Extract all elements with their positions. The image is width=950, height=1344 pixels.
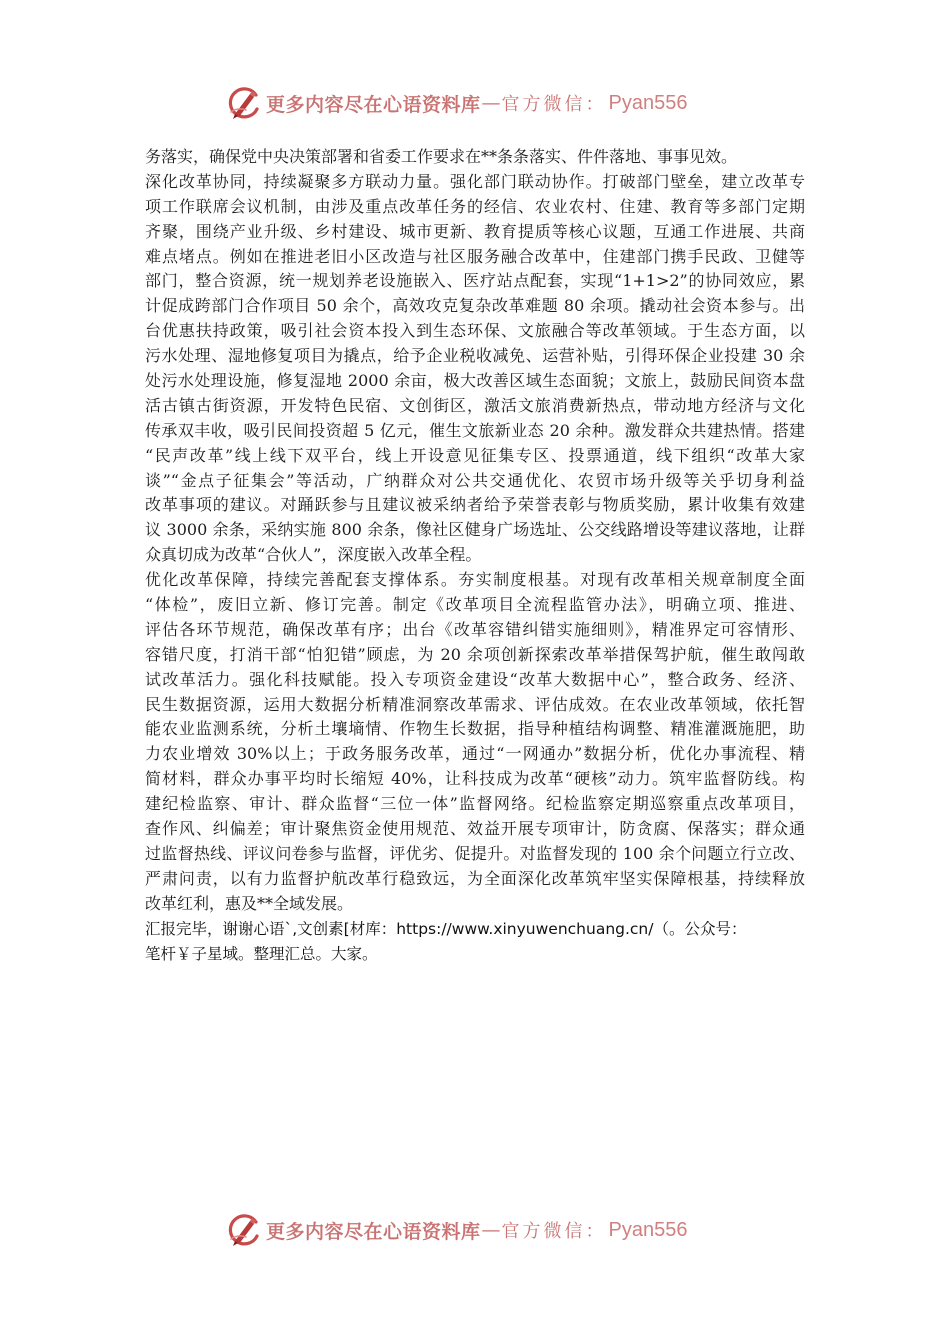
text-line: 试改革活力。强化科技赋能。投入专项资金建设“改革大数据中心”，整合政务、经济、 (145, 669, 805, 689)
footer-brand-text: 更多内容尽在心语资料库 (266, 1220, 481, 1243)
footer-wechat-label: 官方微信： (501, 1221, 607, 1242)
text-line: 活古镇古街资源，开发特色民宿、文创街区，激活文旅消费新热点，带动地方经济与文化 (145, 395, 805, 415)
text-line: 评估各环节规范，确保改革有序；出台《改革容错纠错实施细则》，精准界定可容情形、 (145, 619, 805, 639)
header-wechat-label: 官方微信： (501, 94, 607, 115)
closing-line: 汇报完毕，谢谢心语`,文创素[材库：https://www.xinyuwenchuang.cn/（。公众号： (145, 919, 747, 938)
text-line: 项工作联席会议机制，由涉及重点改革任务的经信、农业农村、住建、教育等多部门定期 (145, 196, 805, 216)
text-line: “体检”，废旧立新、修订完善。制定《改革项目全流程监管办法》，明确立项、推进、 (145, 595, 805, 615)
text-line: 污水处理、湿地修复项目为撬点，给予企业税收减免、运营补贴，引得环保企业投建 30 余 (145, 346, 805, 366)
text-line: 力农业增效 30%以上；于政务服务改革，通过“一网通办”数据分析，优化办事流程、精 (145, 744, 805, 764)
closing-line: 笔杆￥子星域。整理汇总。大家。 (145, 944, 378, 963)
text-line: 查作风、纠偏差；审计聚焦资金使用规范、效益开展专项审计，防贪腐、保落实；群众通 (145, 819, 805, 839)
header-dash: — (481, 92, 501, 114)
text-line: 处污水处理设施，修复湿地 2000 余亩，极大改善区域生态面貌；文旅上，鼓励民间资本盘 (145, 371, 805, 391)
text-line: 齐聚，围绕产业升级、乡村建设、城市更新、教育提质等核心议题，互通工作进展、共商 (145, 221, 805, 241)
text-line: 难点堵点。例如在推进老旧小区改造与社区服务融合改革中，住建部门携手民政、卫健等 (145, 246, 805, 266)
text-line: “民声改革”线上线下双平台，线上开设意见征集专区、投票通道，线下组织“改革大家 (145, 445, 805, 465)
text-line: 台优惠扶持政策，吸引社会资本投入到生态环保、文旅融合等改革领域。于生态方面，以 (145, 321, 805, 341)
text-line: 过监督热线、评议问卷参与监督，评优劣、促提升。对监督发现的 100 余个问题立行立改、 (145, 843, 805, 863)
text-line: 改革事项的建议。对踊跃参与且建议被采纳者给予荣誉表彰与物质奖励，累计收集有效建 (145, 495, 805, 515)
header-wechat-id: Pyan556 (608, 91, 688, 114)
text-line: 深化改革协同，持续凝聚多方联动力量。强化部门联动协作。打破部门壁垒，建立改革专 (145, 171, 805, 191)
logo-pen-icon (226, 1212, 262, 1248)
text-line: 严肃问责，以有力监督护航改革行稳致远，为全面深化改革筑牢坚实保障根基，持续释放 (145, 868, 805, 888)
text-line: 计促成跨部门合作项目 50 余个，高效攻克复杂改革难题 80 余项。撬动社会资本参与。出 (145, 296, 805, 316)
footer-dash: — (481, 1219, 501, 1241)
text-line: 优化改革保障，持续完善配套支撑体系。夯实制度根基。对现有改革相关规章制度全面 (145, 570, 805, 590)
text-line: 议 3000 余条，采纳实施 800 余条，像社区健身广场选址、公交线路增设等建议落地，让群 (145, 520, 805, 540)
document-body (145, 145, 805, 966)
text-line: 建纪检监察、审计、群众监督“三位一体”监督网络。纪检监察定期巡察重点改革项目， (145, 794, 805, 814)
text-line: 传承双丰收，吸引民间投资超 5 亿元，催生文旅新业态 20 余种。激发群众共建热情。搭建 (145, 420, 805, 440)
text-line: 简材料，群众办事平均时长缩短 40%，让科技成为改革“硬核”动力。筑牢监督防线。构 (145, 769, 805, 789)
header-banner (226, 84, 726, 122)
text-line: 众真切成为改革“合伙人”，深度嵌入改革全程。 (145, 545, 482, 565)
text-line: 民生数据资源，运用大数据分析精准洞察改革需求、评估成效。在农业改革领域，依托智 (145, 694, 805, 714)
text-line: 务落实，确保党中央决策部署和省委工作要求在**条条落实、件件落地、事事见效。 (145, 147, 738, 166)
logo-pen-icon (226, 85, 262, 121)
text-line: 容错尺度，打消干部“怕犯错”顾虑，为 20 余项创新探索改革举措保驾护航，催生敢闯敢 (145, 644, 805, 664)
text-line: 谈”“金点子征集会”等活动，广纳群众对公共交通优化、农贸市场升级等关乎切身利益 (145, 470, 805, 490)
text-line: 能农业监测系统，分析土壤墒情、作物生长数据，指导种植结构调整、精准灌溉施肥，助 (145, 719, 805, 739)
text-line: 改革红利，惠及**全域发展。 (145, 893, 354, 913)
footer-banner (226, 1211, 726, 1249)
header-brand-text: 更多内容尽在心语资料库 (266, 93, 481, 116)
footer-wechat-id: Pyan556 (608, 1218, 688, 1241)
text-line: 部门，整合资源，统一规划养老设施嵌入、医疗站点配套，实现“1+1>2”的协同效应，累 (145, 271, 805, 291)
